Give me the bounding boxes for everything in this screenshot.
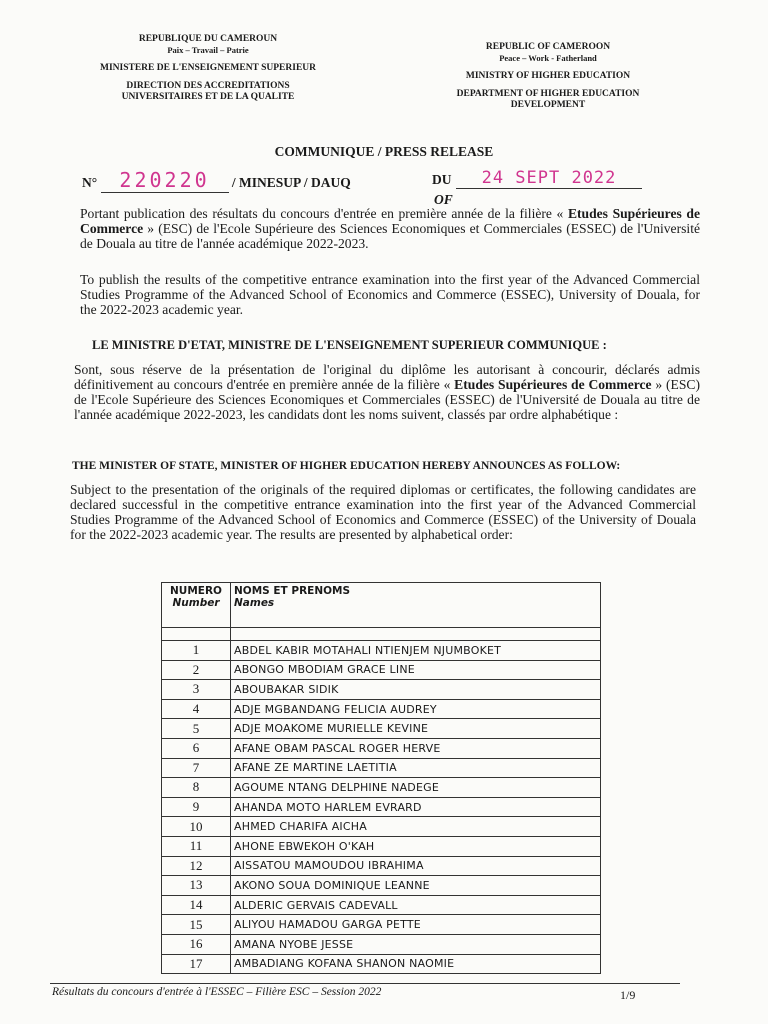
header-english [432,42,664,118]
candidate-name: ALDERIC GERVAIS CADEVALL [231,895,601,915]
column-number-en: Number [172,597,220,609]
candidate-name: ADJE MGBANDANG FELICIA AUDREY [231,699,601,719]
candidate-name: AKONO SOUA DOMINIQUE LEANNE [231,876,601,896]
row-number: 4 [162,699,231,719]
candidate-name: AMANA NYOBE JESSE [231,934,601,954]
table-row [162,778,601,798]
header-french [98,34,318,110]
row-number: 17 [162,954,231,974]
date-label-du: DU [432,172,452,187]
announcement-french: LE MINISTRE D'ETAT, MINISTRE DE L'ENSEIGNEMENT SUPERIEUR COMMUNIQUE : [92,338,607,352]
date-field [456,168,642,189]
page-title: COMMUNIQUE / PRESS RELEASE [274,144,494,159]
intro-fr-text-2: » (ESC) de l'Ecole Supérieure des Sciences Economiques et Commerciales (ESSEC) de l'Université de Douala au titre de l'année académique 2022-2023. [80,221,700,251]
row-number: 8 [162,778,231,798]
row-number: 2 [162,660,231,680]
programme-name-fr-2: Etudes Supérieures de Commerce [454,377,652,392]
candidate-name: AHANDA MOTO HARLEM EVRARD [231,797,601,817]
row-number: 11 [162,836,231,856]
reference-suffix: / MINESUP / DAUQ [231,175,351,190]
number-label: N° [82,175,98,190]
programme-name-fr: Etudes Supérieures de Commerce [80,206,700,236]
table-row [162,836,601,856]
table-spacer-row [162,628,601,641]
row-number: 6 [162,738,231,758]
table-row [162,954,601,974]
column-header-names [231,583,601,628]
table-row [162,934,601,954]
column-names-en: Names [234,597,275,609]
row-number: 3 [162,680,231,700]
column-header-number [162,583,231,628]
candidate-name: AMBADIANG KOFANA SHANON NAOMIE [231,954,601,974]
table-row [162,699,601,719]
column-names-fr: NOMS ET PRENOMS [234,585,351,597]
date-stamp: 24 SEPT 2022 [481,168,617,188]
reference-number: 220220 [119,168,210,192]
column-number-fr: NUMERO [170,585,222,597]
row-number: 7 [162,758,231,778]
table-row [162,797,601,817]
page-number: 1/9 [620,988,636,1002]
country-en: REPUBLIC OF CAMEROON [485,42,611,52]
candidate-name: ABDEL KABIR MOTAHALI NTIENJEM NJUMBOKET [231,641,601,661]
candidate-name: AFANE ZE MARTINE LAETITIA [231,758,601,778]
candidate-name: AISSATOU MAMOUDOU IBRAHIMA [231,856,601,876]
table-row [162,641,601,661]
country-fr: REPUBLIQUE DU CAMEROUN [138,34,278,44]
date-label-of: OF [434,192,453,207]
table-row [162,856,601,876]
motto-en: Peace – Work - Fatherland [499,53,597,63]
body-french [74,362,700,422]
ministry-fr: MINISTERE DE L'ENSEIGNEMENT SUPERIEUR [100,63,316,73]
reference-number-field [101,168,229,193]
row-number: 1 [162,641,231,661]
candidate-name: ABOUBAKAR SIDIK [231,680,601,700]
table-row [162,915,601,935]
intro-fr-text-1: Portant publication des résultats du concours d'entrée en première année de la filière « [80,206,568,221]
motto-fr: Paix – Travail – Patrie [167,45,249,55]
table-row [162,738,601,758]
row-number: 13 [162,876,231,896]
row-number: 9 [162,797,231,817]
body-fr-text-2: » (ESC) de l'Ecole Supérieure des Sciences Economiques et Commerciales (ESSEC) de l'Université de Douala au titre de l'année académique 2022-2023, les candidats dont les noms suivent, classés par ordre alphabétique : [74,377,700,422]
row-number: 12 [162,856,231,876]
candidate-name: AHONE EBWEKOH O'KAH [231,836,601,856]
footer-text: Résultats du concours d'entrée à l'ESSEC – Filière ESC – Session 2022 [52,986,382,998]
row-number: 14 [162,895,231,915]
department-en: DEPARTMENT OF HIGHER EDUCATION DEVELOPMENT [456,89,640,110]
table-row [162,758,601,778]
footer-divider [50,983,680,984]
intro-english: To publish the results of the competitive entrance examination into the first year of the Advanced Commercial Studies Programme of the Advanced School of Economics and Commerce (ESSEC), University of Douala, for the 2022-2023 academic year. [80,272,700,317]
table-row [162,660,601,680]
table-row [162,680,601,700]
intro-french [80,206,700,251]
candidate-name: ALIYOU HAMADOU GARGA PETTE [231,915,601,935]
row-number: 15 [162,915,231,935]
candidate-name: ABONGO MBODIAM GRACE LINE [231,660,601,680]
table-header-row [162,583,601,628]
body-english: Subject to the presentation of the originals of the required diplomas or certificates, the following candidates are declared successful in the competitive entrance examination into the first year of the Advanced Commercial Studies Programme of the Advanced School of Economics and Commerce (ESSEC) of the University of Douala for the 2022-2023 academic year. The results are presented by alphabetical order: [70,482,696,542]
row-number: 5 [162,719,231,739]
candidate-name: AFANE OBAM PASCAL ROGER HERVE [231,738,601,758]
reference-line [82,168,682,208]
table-row [162,817,601,837]
department-fr: DIRECTION DES ACCREDITATIONS UNIVERSITAIRES ET DE LA QUALITE [121,81,295,102]
table-row [162,876,601,896]
candidate-name: ADJE MOAKOME MURIELLE KEVINE [231,719,601,739]
candidate-name: AHMED CHARIFA AICHA [231,817,601,837]
ministry-en: MINISTRY OF HIGHER EDUCATION [465,71,631,81]
announcement-english: THE MINISTER OF STATE, MINISTER OF HIGHER EDUCATION HEREBY ANNOUNCES AS FOLLOW: [72,460,621,472]
candidate-name: AGOUME NTANG DELPHINE NADEGE [231,778,601,798]
results-table [161,582,601,974]
table-row [162,719,601,739]
row-number: 16 [162,934,231,954]
body-fr-text-1: Sont, sous réserve de la présentation de l'original du diplôme les autorisant à concourir, déclarés admis définitivement au concours d'entrée en première année de la filière « [74,362,700,392]
table-row [162,895,601,915]
row-number: 10 [162,817,231,837]
